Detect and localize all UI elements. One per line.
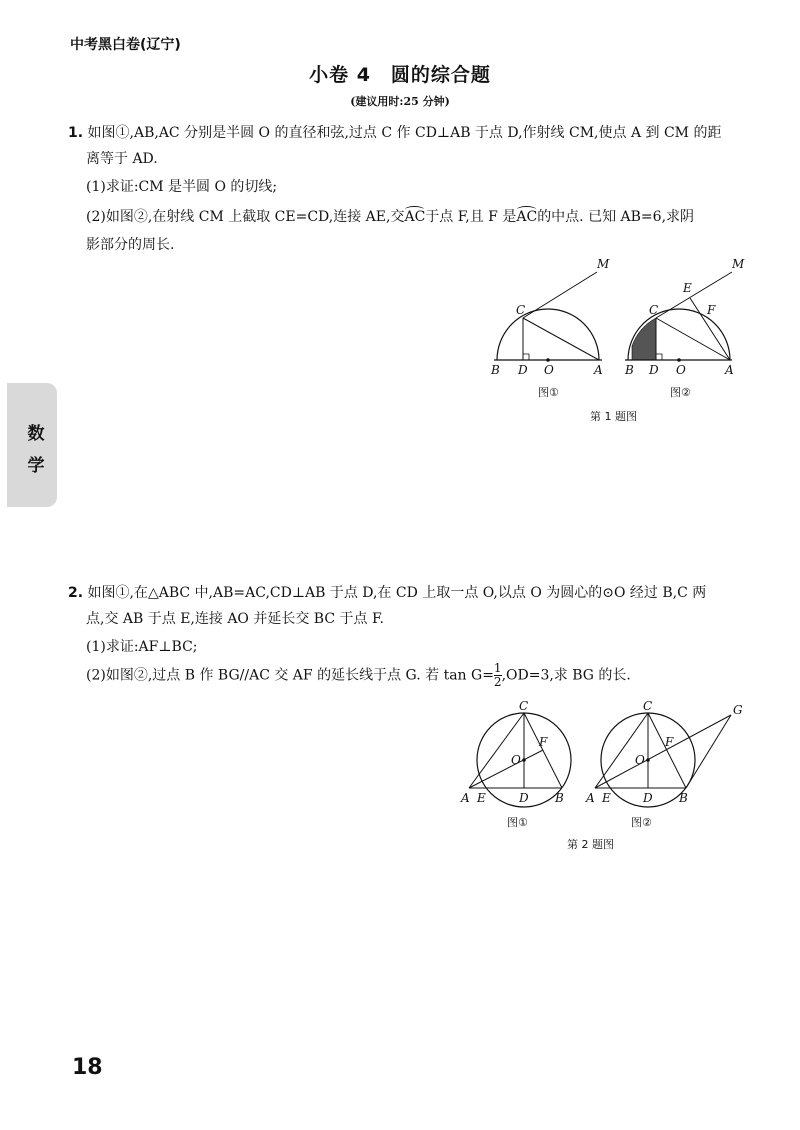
page-number: 18: [72, 1055, 103, 1080]
q2-fig2-label-F: F: [665, 735, 674, 749]
q2-figure-caption: 第 2 题图: [567, 838, 614, 851]
q2-fig1-label-D: D: [519, 791, 529, 805]
q2-fig1-caption: 图①: [507, 816, 528, 829]
q1-part2-line1: (2)如图②,在射线 CM 上截取 CE=CD,连接 AE,交AC于点 F,且 F 是AC的中点. 已知 AB=6,求阴: [86, 209, 695, 225]
q1-fig1-label-C: C: [516, 303, 526, 317]
q1-fig2-label-F: F: [707, 303, 716, 317]
book-header: 中考黑白卷(辽宁): [70, 37, 181, 53]
q2-fig1-label-C: C: [519, 700, 529, 713]
q2-fig1-label-F: F: [539, 735, 548, 749]
q1-part1: (1)求证:CM 是半圆 O 的切线;: [86, 179, 278, 195]
q2-stem-line1: 2. 如图①,在△ABC 中,AB=AC,CD⊥AB 于点 D,在 CD 上取一点 O,以点 O 为圆心的⊙O 经过 B,C 两: [68, 585, 707, 601]
q1-fig2-caption: 图②: [670, 386, 691, 399]
q1-fig1-diagram: [494, 272, 602, 362]
q1-fig1-caption: 图①: [538, 386, 559, 399]
q2-fig2-diagram: [595, 713, 731, 807]
q1-figure-caption: 第 1 题图: [590, 410, 637, 423]
q2-fig2-label-B: B: [679, 791, 688, 805]
q2-fig2-label-C: C: [643, 700, 653, 713]
q2-fig1-label-O: O: [511, 753, 521, 767]
q1-fig2-label-D: D: [649, 363, 659, 377]
q2-part1: (1)求证:AF⊥BC;: [86, 639, 198, 655]
q1-fig2-label-O: O: [676, 363, 686, 377]
q2-fig1-label-E: E: [477, 791, 486, 805]
q1-fig2-label-B: B: [625, 363, 634, 377]
page-title: 小卷 4 圆的综合题: [309, 64, 491, 86]
q2-fig2-label-E: E: [602, 791, 611, 805]
q2-fig2-label-O: O: [635, 753, 645, 767]
q2-fig2-label-D: D: [643, 791, 653, 805]
q1-fig1-label-M: M: [597, 257, 610, 271]
q1-fig2-label-E: E: [683, 281, 692, 295]
q2-stem-line2: 点,交 AB 于点 E,连接 AO 并延长交 BC 于点 F.: [86, 611, 384, 627]
q1-figure: [480, 250, 750, 430]
q1-fig1-label-O: O: [544, 363, 554, 377]
q2-fig2-label-A: A: [586, 791, 595, 805]
suggested-time: (建议用时:25 分钟): [350, 95, 450, 108]
q1-part2-line2: 影部分的周长.: [86, 237, 175, 253]
q1-fig2-label-M: M: [732, 257, 745, 271]
q1-fig1-label-A: A: [594, 363, 603, 377]
q1-fig2-diagram: [625, 272, 732, 362]
q2-figure: [455, 700, 755, 865]
q1-fig2-label-A: A: [725, 363, 734, 377]
fraction: $\frac{1}{2}$: [493, 661, 502, 689]
q1-fig1-label-B: B: [491, 363, 500, 377]
q1-fig2-label-C: C: [649, 303, 659, 317]
q2-fig2-caption: 图②: [631, 816, 652, 829]
q2-part2: (2)如图②,过点 B 作 BG//AC 交 AF 的延长线于点 G. 若 tan G= $\frac{1}{2}$ ,OD=3,求 BG 的长.: [86, 661, 631, 689]
q1-stem-line1: 1. 如图①,AB,AC 分别是半圆 O 的直径和弦,过点 C 作 CD⊥AB 于点 D,作射线 CM,使点 A 到 CM 的距: [68, 125, 722, 141]
q2-fig1-label-A: A: [461, 791, 470, 805]
q2-fig1-label-B: B: [555, 791, 564, 805]
q1-stem-line2: 离等于 AD.: [86, 151, 158, 167]
subject-tab-label: 数 学: [27, 424, 45, 476]
q1-fig1-label-D: D: [518, 363, 528, 377]
q2-fig2-label-G: G: [733, 703, 743, 717]
